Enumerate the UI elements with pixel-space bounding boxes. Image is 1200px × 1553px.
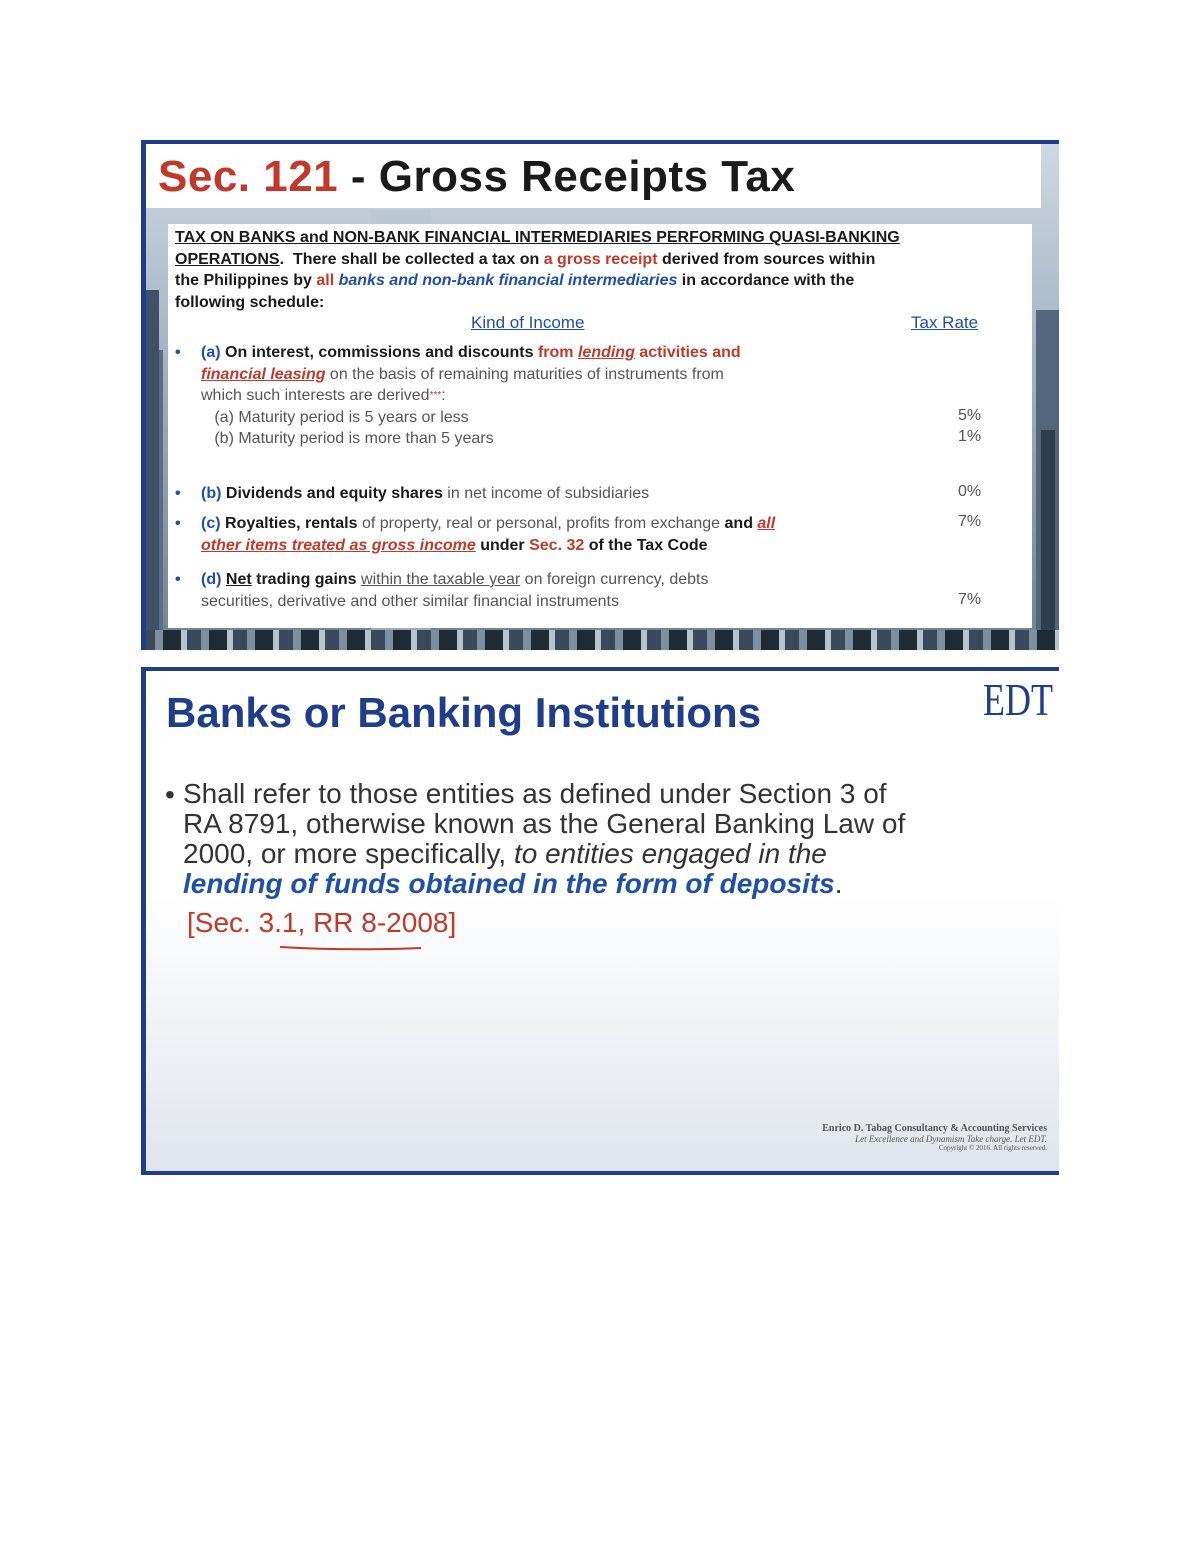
def-line4: lending of funds obtained in the form of deposits [183,868,835,899]
header-tax-rate: Tax Rate [911,313,979,332]
intro-gross-receipt: a gross receipt [543,250,658,268]
intro-t1: There shall be collected a tax on [292,250,544,268]
slide-gross-receipts-tax [141,140,1059,650]
intro-t7: in accordance with the [677,272,855,289]
footer [822,1123,1047,1152]
item-a-financial-leasing: financial leasing [201,365,326,383]
item-c-all: all [757,515,776,532]
item-c-other-items: other items treated as gross income [201,536,476,554]
slide-title: Banks or Banking Institutions [166,689,762,736]
def-line3b: to entities engaged in the [513,838,827,869]
rate-a2: 1% [958,428,982,445]
item-d-taxable-year: within the taxable year [361,571,521,588]
item-d-code: (d) [201,571,222,588]
intro-heading-2: OPERATIONS [175,250,280,268]
intro-t8: following schedule: [175,293,325,311]
slide-title [158,152,795,202]
footer-copyright: Copyright © 2016. All rights reserved. [938,1144,1047,1152]
edt-logo-text: EDT [983,674,1053,725]
bullet: • [175,485,181,502]
item-c-code: (c) [201,515,221,532]
item-a-rest2: which such interests are derived [201,387,430,404]
intro-banks: banks and non-bank financial intermediaries [338,272,678,289]
item-a-bold: On interest, commissions and discounts [220,344,538,361]
item-b-text [201,483,649,505]
city-strip [141,630,1059,650]
definition-text [183,779,1013,899]
item-c-rest: of property, real or personal, profits from exchange [357,515,725,532]
content-panel [168,224,1032,628]
item-a-text [201,342,741,450]
item-b-code: (b) [201,485,222,502]
item-c-and: and [724,515,758,532]
intro-paragraph [175,227,1030,313]
edt-logo [983,669,1055,747]
def-period: . [834,868,843,899]
item-d-text [201,569,708,612]
intro-t3: derived from sources within [657,250,876,268]
top-border [141,667,1059,671]
item-a-sub2: (b) Maturity period is more than 5 years [214,430,494,447]
def-line3a: 2000, or more specifically, [183,838,514,869]
bullet: • [175,515,181,532]
title-section-number: Sec. 121 [158,152,339,201]
item-b-bold: Dividends and equity shares [221,485,443,502]
rate-c: 7% [958,513,982,530]
def-line2: RA 8791, otherwise known as the General Banking Law of [183,808,906,839]
intro-heading-1: TAX ON BANKS and NON-BANK FINANCIAL INTERMEDIARIES PERFORMING QUASI-BANKING [175,229,900,246]
intro-all: all [316,272,335,289]
item-d-rest1: on foreign currency, debts [520,571,709,588]
item-a-lending: lending [577,344,635,361]
item-a-stars: *** [429,390,442,401]
item-d-rest2: securities, derivative and other similar financial instruments [201,592,619,610]
left-border [141,667,146,1175]
bullet: • [175,344,181,361]
rate-a1: 5% [958,407,982,424]
item-a-sub1: (a) Maturity period is 5 years or less [214,408,469,426]
item-c-text [201,513,775,556]
bullet: • [175,571,181,588]
header-kind-of-income: Kind of Income [471,313,585,332]
title-area [146,144,1041,208]
item-d-bold: trading gains [251,571,362,588]
item-a-colon: : [441,387,446,404]
item-c-sec: Sec. 32 [529,536,585,554]
reference-citation: [Sec. 3.1, RR 8-2008] [187,907,457,938]
rate-b: 0% [958,483,982,500]
item-a-from: from [537,344,578,361]
reference-underline [279,946,422,950]
footer-tagline: Let Excellence and Dynamism Take charge. Let EDT. [855,1134,1047,1144]
intro-dot: . [279,250,285,268]
title-text: - Gross Receipts Tax [338,152,796,201]
slide-banks-definition [141,667,1059,1175]
item-c-bold: Royalties, rentals [220,515,358,532]
item-d-net: Net [225,571,252,588]
left-border [141,140,146,650]
item-a-rest1: on the basis of remaining maturities of instruments from [325,365,724,383]
rate-d: 7% [958,591,982,608]
def-line1: Shall refer to those entities as defined under Section 3 of [183,778,887,809]
intro-t4: the Philippines by [175,272,317,289]
footer-company: Enrico D. Tabag Consultancy & Accounting Services [822,1123,1047,1134]
bottom-border [141,1171,1059,1175]
item-b-rest: in net income of subsidiaries [442,485,650,502]
item-c-tail: of the Tax Code [584,536,708,554]
item-a-code: (a) [201,344,221,361]
bullet: • [165,779,175,810]
item-a-activities: activities and [634,344,741,361]
item-c-under: under [475,536,530,554]
